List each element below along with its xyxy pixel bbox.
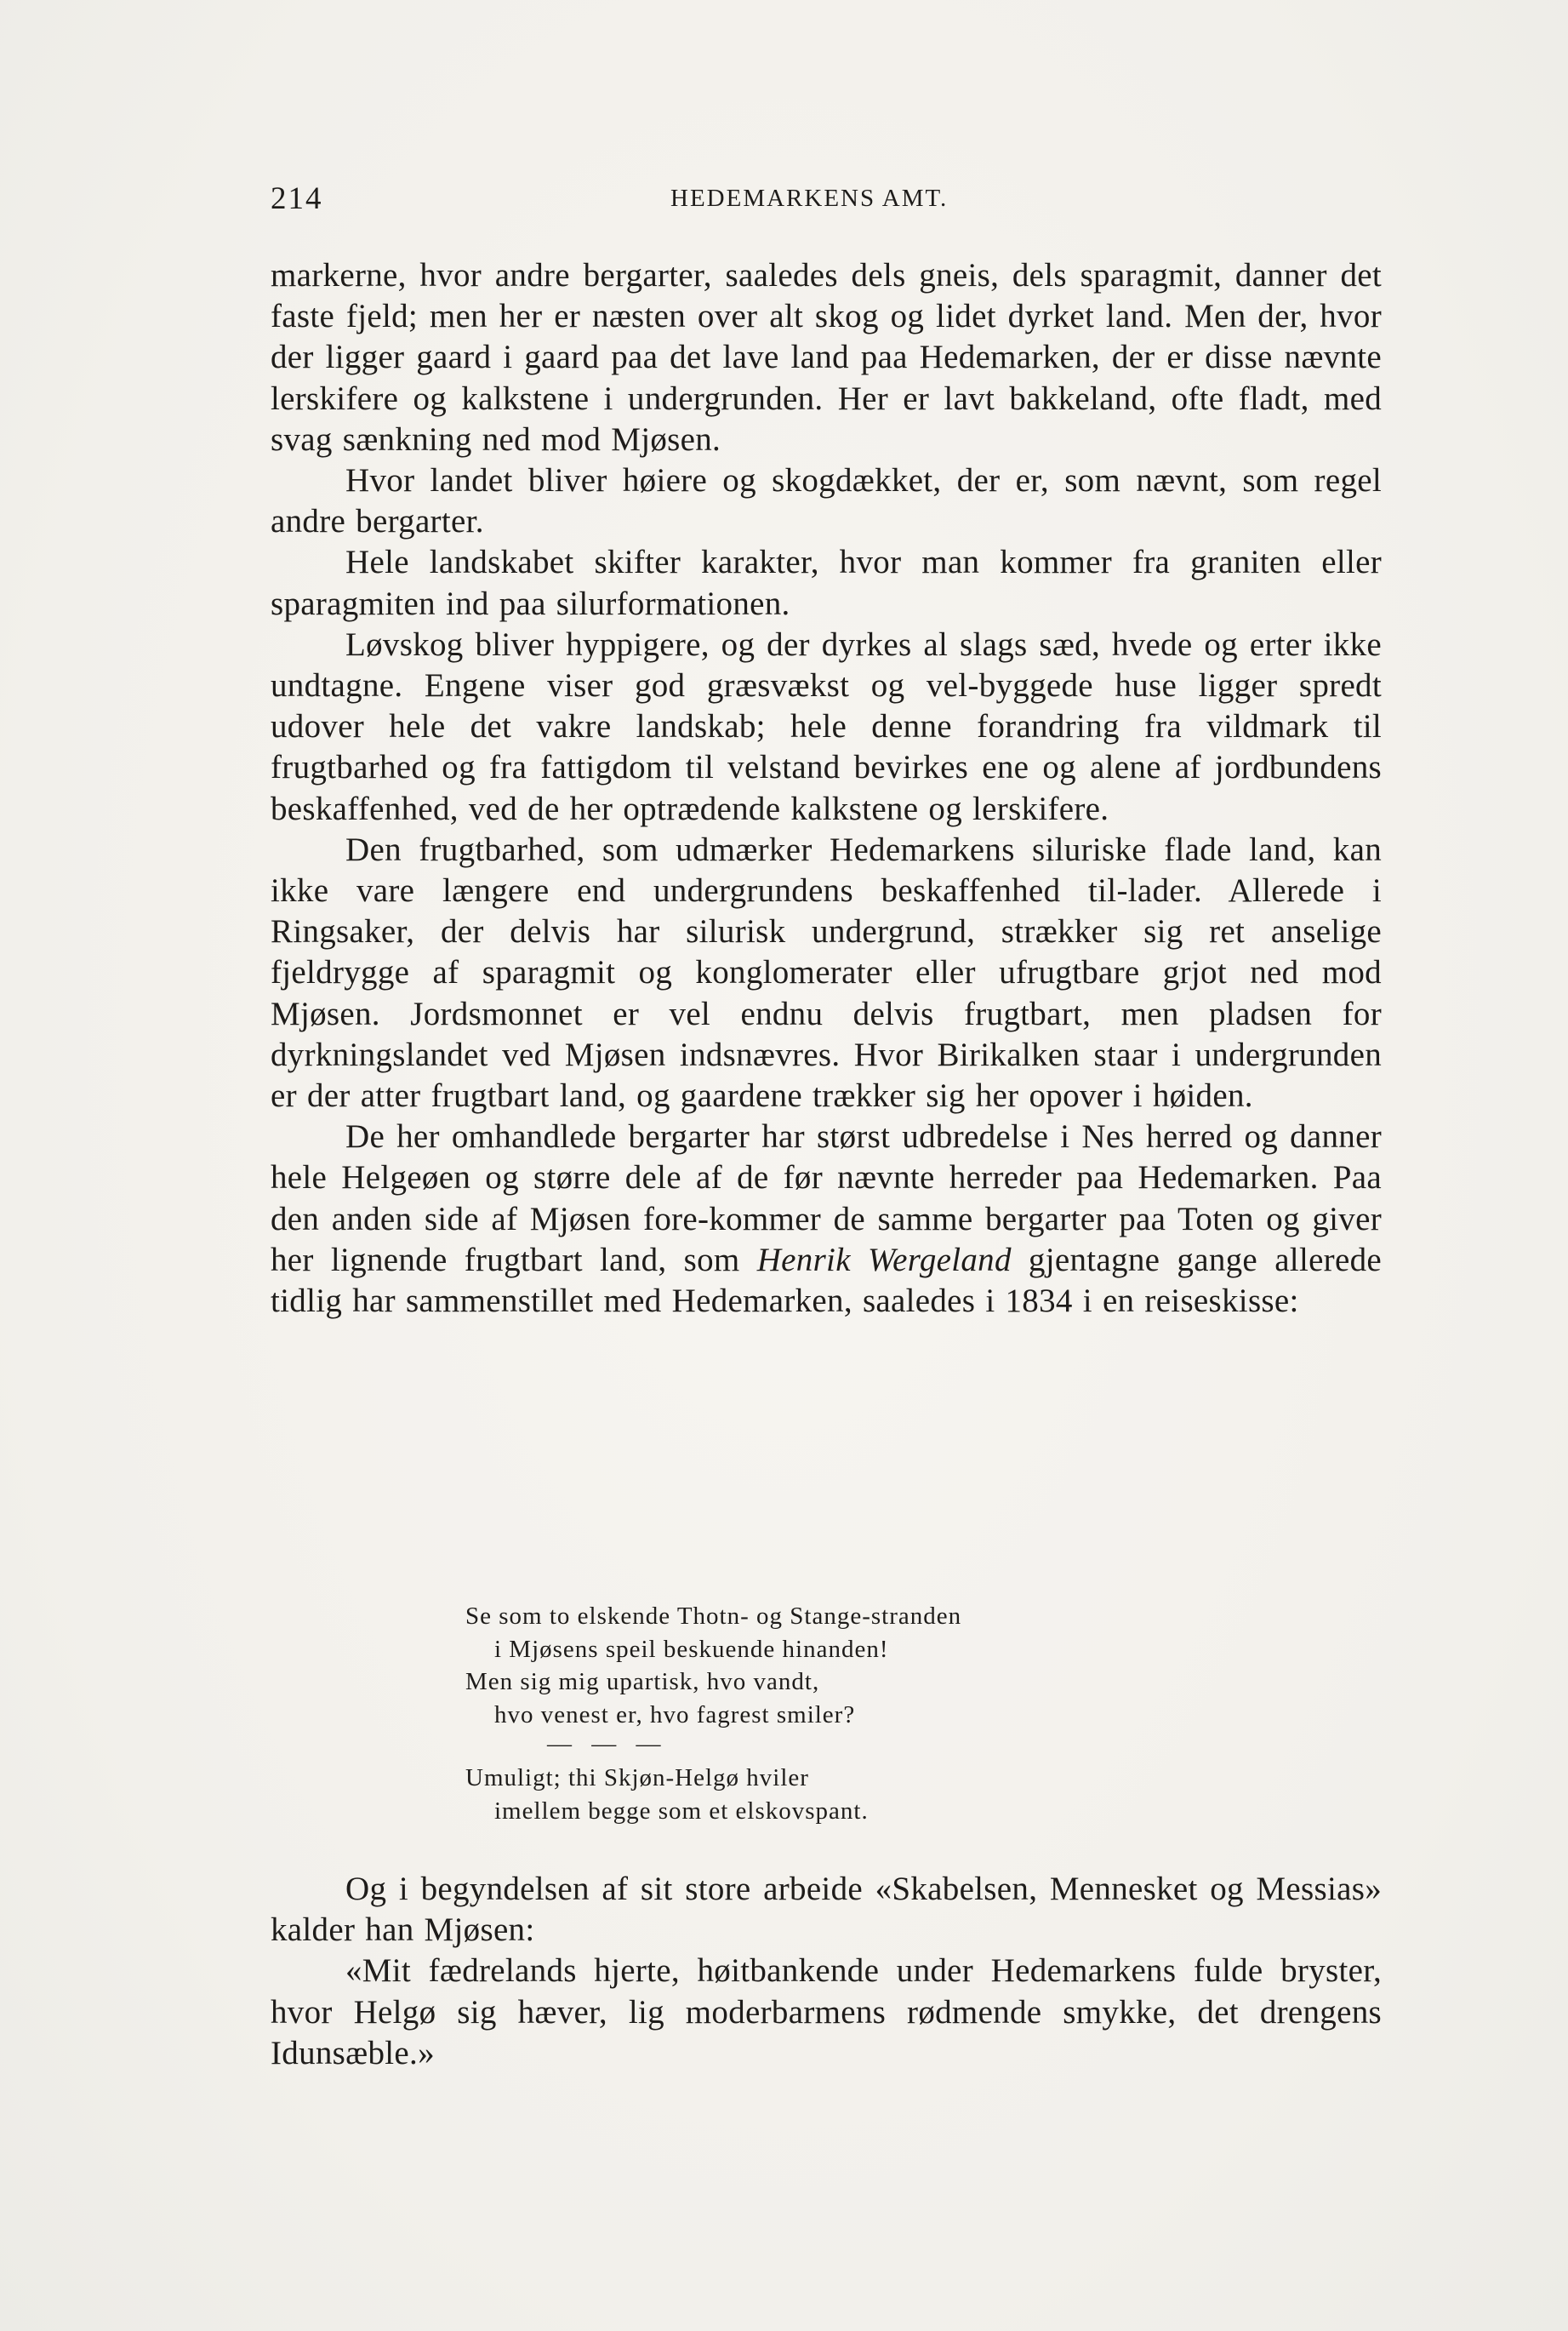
paragraph: Hvor landet bliver høiere og skogdækket, der er, som nævnt, som regel andre bergarter.: [271, 462, 1382, 540]
paragraph: Og i begyndelsen af sit store arbeide «Skabelsen, Mennesket og Messias» kalder han Mjøsen:: [271, 1871, 1382, 1949]
poem-line: hvo venest er, hvo fagrest smiler?: [494, 1700, 856, 1728]
main-text: [271, 255, 1382, 1322]
paragraph-continuation: markerne, hvor andre bergarter, saaledes dels gneis, dels sparagmit, danner det faste fjeld; men her er næsten over alt skog og lidet dyrket land. Men der, hvor der ligger gaard i gaard paa det lave land paa Hedemarken, der er disse nævnte lerskifere og kalkstene i undergrunden. Her er lavt bakkeland, ofte fladt, med svag sænkning ned mod Mjøsen.: [271, 257, 1382, 458]
paragraph: Løvskog bliver hyppigere, og der dyrkes al slags sæd, hvede og erter ikke undtagne. Engene viser god græsvækst og vel-byggede huse ligger spredt udover hele det vakre landskab; hele denne forandring fra vildmark til frugtbarhed og fra fattigdom til velstand bevirkes ene og alene af jordbundens beskaffenhed, ved de her optrædende kalkstene og lerskifere.: [271, 626, 1382, 827]
paragraph: Hele landskabet skifter karakter, hvor man kommer fra graniten eller sparagmiten ind paa silurformationen.: [271, 544, 1382, 622]
poem-separator: — — —: [547, 1730, 668, 1757]
paragraph-quote: «Mit fædrelands hjerte, høitbankende under Hedemarkens fulde bryster, hvor Helgø sig hæver, lig moderbarmens rødmende smykke, det drengens Idunsæble.»: [271, 1952, 1382, 2071]
poem-line: imellem begge som et elskovspant.: [494, 1797, 869, 1825]
paragraph-text: De her omhandlede bergarter har størst udbredelse i Nes herred og danner hele Helgeøen og større dele af de før nævnte herreder paa Hedemarken. Paa den anden side af Mjøsen fore-kommer de samme bergarter paa Toten og giver her lignende frugtbart land, som: [271, 1118, 1382, 1278]
poem-line: Umuligt; thi Skjøn-Helgø hviler: [465, 1764, 809, 1791]
running-head: HEDEMARKENS AMT.: [670, 185, 949, 212]
poem-line: Men sig mig upartisk, hvo vandt,: [465, 1668, 820, 1695]
closing-text: [271, 1869, 1382, 2074]
poem-line: i Mjøsens speil beskuende hinanden!: [494, 1635, 889, 1663]
poem-quote: [465, 1600, 1231, 1827]
author-name: Henrik Wergeland: [756, 1241, 1012, 1278]
paragraph-text: gjentagne gange allerede tidlig har sammenstillet med Hedemarken, saaledes i 1834 i en reiseskisse:: [271, 1241, 1382, 1320]
paragraph: Den frugtbarhed, som udmærker Hedemarkens siluriske flade land, kan ikke vare længere end undergrundens beskaffenhed til-lader. Allerede i Ringsaker, der delvis har silurisk undergrund, strækker sig ret anselige fjeldrygge af sparagmit og konglomerater eller ufrugtbare grjot ned mod Mjøsen. Jordsmonnet er vel endnu delvis frugtbart, men pladsen for dyrkningslandet ved Mjøsen indsnævres. Hvor Birikalken staar i undergrunden er der atter frugtbart land, og gaardene trækker sig her opover i høiden.: [271, 831, 1382, 1115]
page-header: [271, 180, 1382, 223]
page-number: 214: [271, 181, 323, 216]
paragraph-wergeland: [271, 1117, 1382, 1322]
poem-line: Se som to elskende Thotn- og Stange-stranden: [465, 1603, 962, 1630]
